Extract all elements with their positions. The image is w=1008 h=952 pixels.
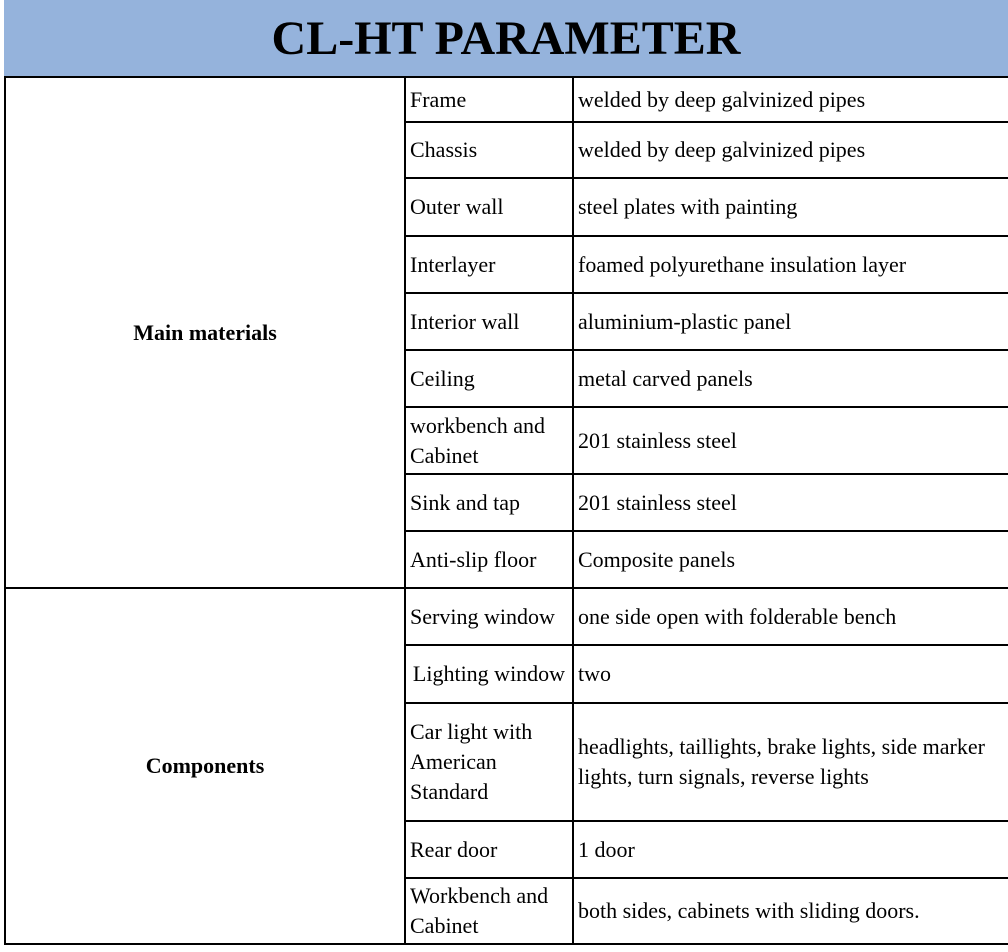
- sheet-title: CL-HT PARAMETER: [4, 0, 1008, 76]
- section-components: Components: [5, 588, 405, 944]
- row-value: one side open with folderable bench: [573, 588, 1008, 645]
- row-value: Composite panels: [573, 531, 1008, 588]
- row-value: headlights, taillights, brake lights, side marker lights, turn signals, reverse lights: [573, 703, 1008, 821]
- row-label: Interior wall: [405, 293, 573, 350]
- row-label: Serving window: [405, 588, 573, 645]
- row-label: Chassis: [405, 122, 573, 178]
- section-main-materials: Main materials: [5, 77, 405, 588]
- row-label: Outer wall: [405, 178, 573, 236]
- row-value: welded by deep galvinized pipes: [573, 122, 1008, 178]
- row-value: 201 stainless steel: [573, 407, 1008, 474]
- row-value: steel plates with painting: [573, 178, 1008, 236]
- row-label: Rear door: [405, 821, 573, 878]
- row-label: Ceiling: [405, 350, 573, 407]
- row-value: metal carved panels: [573, 350, 1008, 407]
- row-label: workbench and Cabinet: [405, 407, 573, 474]
- row-label: Workbench and Cabinet: [405, 878, 573, 944]
- row-value: 201 stainless steel: [573, 474, 1008, 531]
- row-value: two: [573, 645, 1008, 703]
- row-label: Anti-slip floor: [405, 531, 573, 588]
- row-label: Sink and tap: [405, 474, 573, 531]
- table-row: [5, 588, 1008, 645]
- row-value: both sides, cabinets with sliding doors.: [573, 878, 1008, 944]
- row-label: Lighting window: [405, 645, 573, 703]
- parameter-table: [4, 76, 1008, 945]
- row-label: Interlayer: [405, 236, 573, 293]
- row-label: Frame: [405, 77, 573, 122]
- row-value: welded by deep galvinized pipes: [573, 77, 1008, 122]
- row-value: foamed polyurethane insulation layer: [573, 236, 1008, 293]
- row-value: 1 door: [573, 821, 1008, 878]
- table-row: [5, 77, 1008, 122]
- row-value: aluminium-plastic panel: [573, 293, 1008, 350]
- row-label: Car light with American Standard: [405, 703, 573, 821]
